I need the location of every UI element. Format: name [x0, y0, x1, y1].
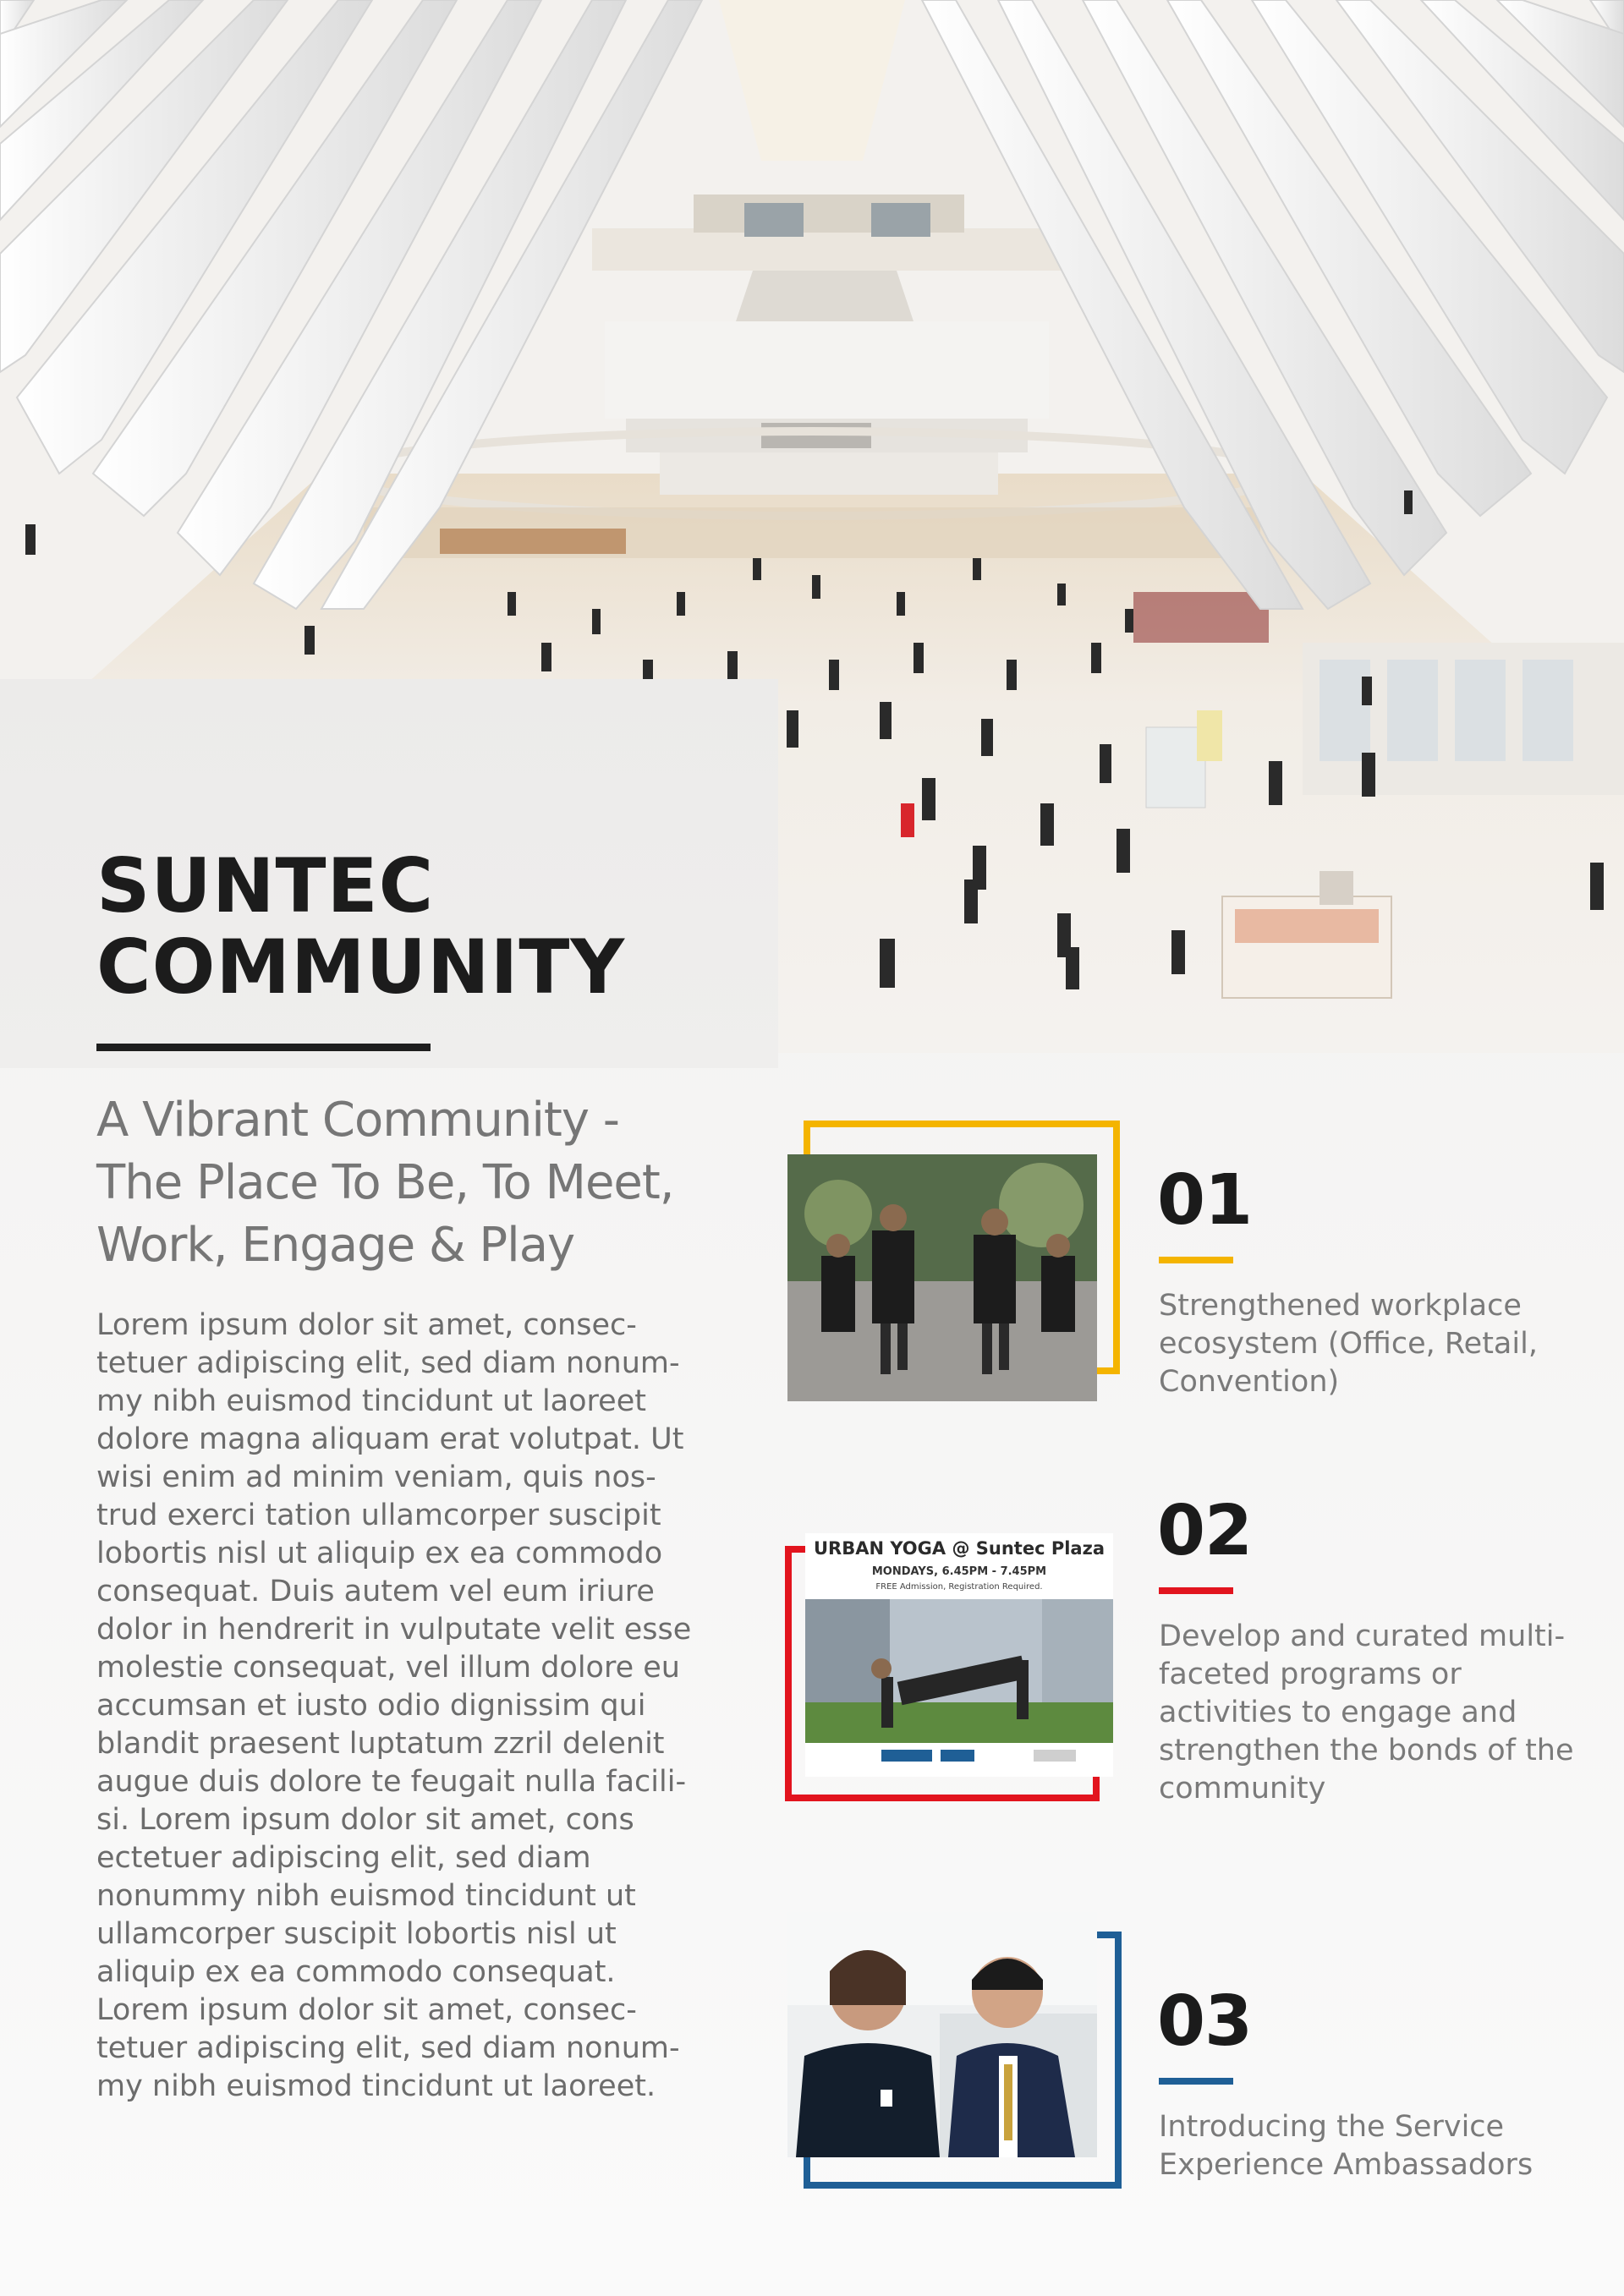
feature-01-rule	[1159, 1257, 1233, 1263]
feature-02-description: Develop and curated multi-faceted programs or activities to engage and strengthen the bonds of the community	[1159, 1619, 1574, 1806]
feature-03-number: 03	[1157, 1981, 1253, 2062]
feature-02-rule	[1159, 1587, 1233, 1594]
page-subtitle: A Vibrant Community - The Place To Be, To Meet, Work, Engage & Play	[96, 1093, 674, 1273]
feature-03-photo	[787, 1912, 1097, 2157]
poster-note: FREE Admission, Registration Required.	[875, 1582, 1043, 1592]
poster-title: URBAN YOGA @ Suntec Plaza	[813, 1538, 1105, 1559]
feature-01-description: Strengthened workplace ecosystem (Office, Retail, Convention)	[1159, 1289, 1538, 1399]
body-paragraph: Lorem ipsum dolor sit amet, consec-tetuer adipiscing elit, sed diam nonum-my nibh euismod tincidunt ut laoreet dolore magna aliquam erat volutpat. Ut wisi enim ad minim veniam, quis nos-trud exerci tation ullamcorper suscipit lobortis nisl ut aliquip ex ea commodo consequat. Duis autem vel eum iriure dolor in hendrerit in vulputate velit esse molestie consequat, vel illum dolore eu accumsan et iusto odio dignissim qui blandit praesent luptatum zzril delenit augue duis dolore te feugait nulla facili-si. Lorem ipsum dolor sit amet, cons ectetuer adipiscing elit, sed diam nonummy nibh euismod tincidunt ut ullamcorper suscipit lobortis nisl ut aliquip ex ea commodo consequat. Lorem ipsum dolor sit amet, consec-tetuer adipiscing elit, sed diam nonum-my nibh euismod tincidunt ut laoreet.	[96, 1308, 692, 2103]
feature-01-number: 01	[1157, 1160, 1253, 1241]
feature-02-number: 02	[1157, 1491, 1253, 1571]
title-underline	[96, 1044, 431, 1051]
feature-03-rule	[1159, 2078, 1233, 2085]
feature-03-description: Introducing the Service Experience Ambassadors	[1159, 2110, 1533, 2182]
feature-02-poster	[805, 1533, 1113, 1777]
page-title: SUNTEC COMMUNITY	[96, 842, 626, 1011]
feature-01-photo	[787, 1154, 1097, 1401]
poster-schedule: MONDAYS, 6.45PM - 7.45PM	[871, 1565, 1047, 1578]
